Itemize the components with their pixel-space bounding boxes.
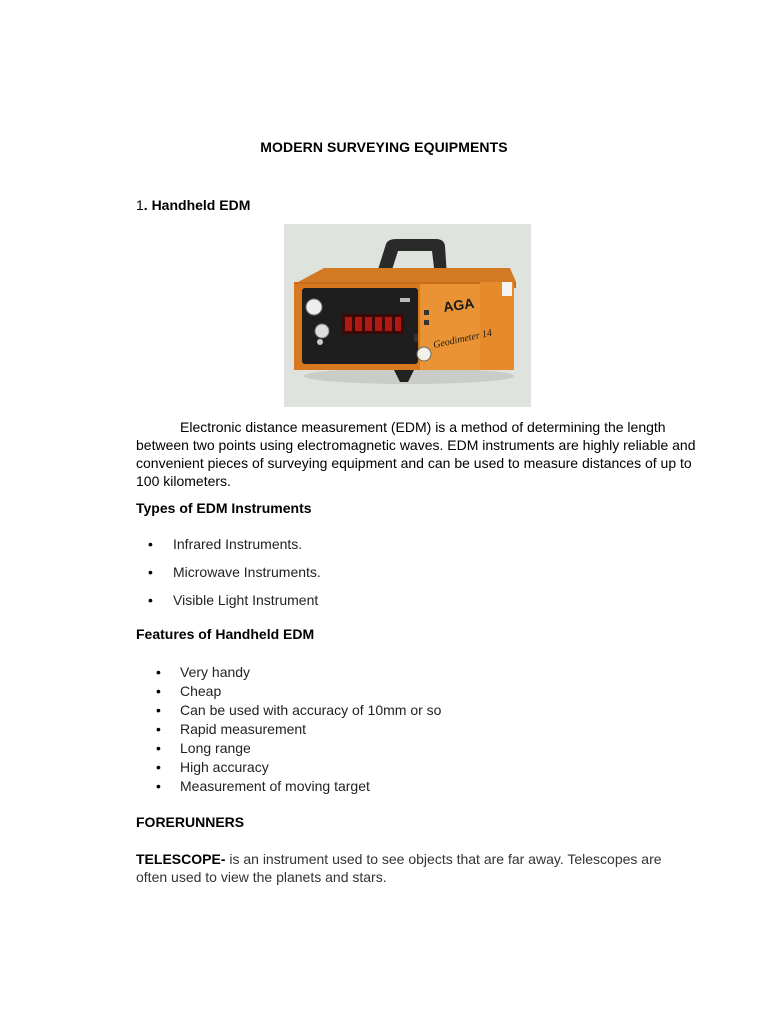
list-item: • High accuracy (136, 758, 441, 777)
types-heading: Types of EDM Instruments (136, 500, 312, 516)
list-item: • Visible Light Instrument (136, 591, 321, 619)
forerunners-heading: FORERUNNERS (136, 814, 245, 830)
list-item: • Cheap (136, 682, 441, 701)
paragraph-text: Electronic distance measurement (EDM) is a method of determining the length between two points using electromagnetic waves. EDM instruments are highly reliable and convenient pieces of surveying equipment and can be used to measure distances of up to 100 kilometers. (136, 419, 696, 489)
list-item: • Rapid measurement (136, 720, 441, 739)
telescope-paragraph (136, 850, 696, 886)
types-list (136, 535, 321, 619)
section-heading-handheld-edm (136, 197, 250, 213)
geodimeter-brand: Geodimeter 14 (432, 327, 494, 351)
edm-device-illustration (284, 224, 531, 407)
page-title: MODERN SURVEYING EQUIPMENTS (260, 139, 508, 155)
list-item: • Microwave Instruments. (136, 563, 321, 591)
aga-logo: AGA (442, 294, 476, 315)
features-heading: Features of Handheld EDM (136, 626, 315, 642)
list-item: • Very handy (136, 663, 441, 682)
section-number: 1 (136, 197, 144, 213)
section-title: . Handheld EDM (143, 197, 251, 213)
telescope-term: TELESCOPE- (136, 851, 226, 867)
telescope-text: is an instrument used to see objects that are far away. Telescopes are often used to view the planets and stars. (136, 851, 662, 885)
edm-device-photo (284, 224, 531, 407)
list-item: • Long range (136, 739, 441, 758)
list-item: • Can be used with accuracy of 10mm or so (136, 701, 441, 720)
list-item: • Measurement of moving target (136, 777, 441, 796)
list-item: • Infrared Instruments. (136, 535, 321, 563)
edm-description-paragraph (136, 418, 696, 490)
features-list (136, 663, 441, 796)
